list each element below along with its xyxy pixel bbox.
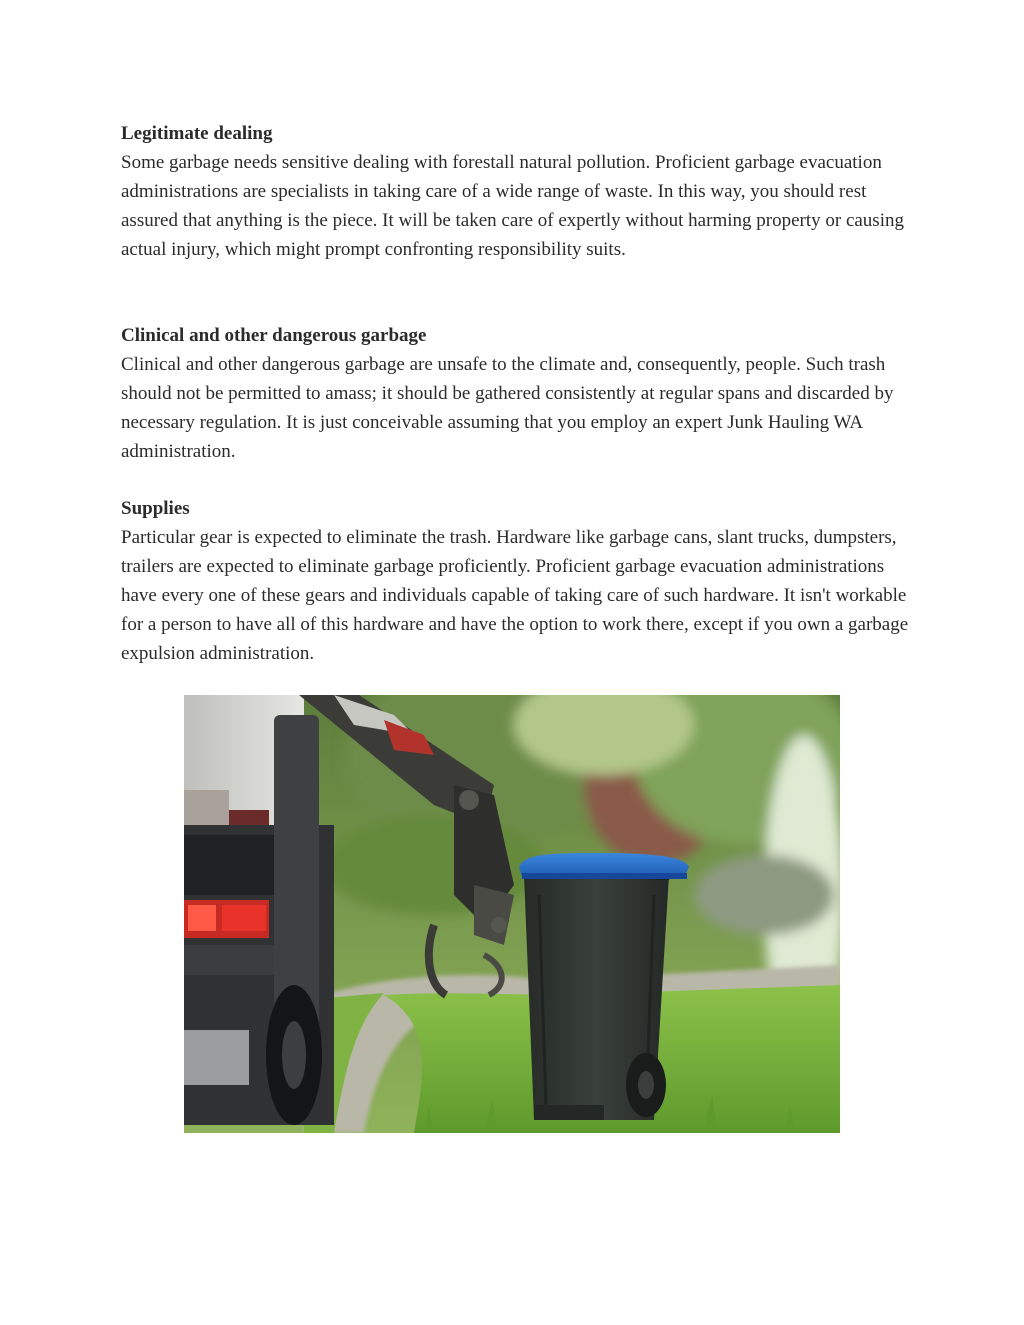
section-heading: Legitimate dealing xyxy=(121,123,273,144)
section-heading: Supplies xyxy=(121,498,190,519)
section-legitimate-dealing xyxy=(121,119,911,264)
section-body: Particular gear is expected to eliminate the trash. Hardware like garbage cans, slant trucks, dumpsters, trailers are expected to eliminate garbage proficiently. Proficient garbage evacuation administrations have every one of these gears and individuals capable of taking care of such hardware. It isn't workable for a person to have all of this hardware and have the option to work there, except if you own a garbage expulsion administration. xyxy=(121,527,909,664)
garbage-truck-photo xyxy=(184,695,840,1133)
section-supplies xyxy=(121,494,911,668)
section-heading: Clinical and other dangerous garbage xyxy=(121,325,427,346)
section-clinical-garbage xyxy=(121,321,911,466)
section-body: Clinical and other dangerous garbage are unsafe to the climate and, consequently, people. Such trash should not be permitted to amass; it should be gathered consistently at regular spans and discarded by necessary regulation. It is just conceivable assuming that you employ an expert Junk Hauling WA administration. xyxy=(121,354,894,462)
section-body: Some garbage needs sensitive dealing with forestall natural pollution. Proficient garbage evacuation administrations are specialists in taking care of a wide range of waste. In this way, you should rest assured that anything is the piece. It will be taken care of expertly without harming property or causing actual injury, which might prompt confronting responsibility suits. xyxy=(121,152,904,260)
